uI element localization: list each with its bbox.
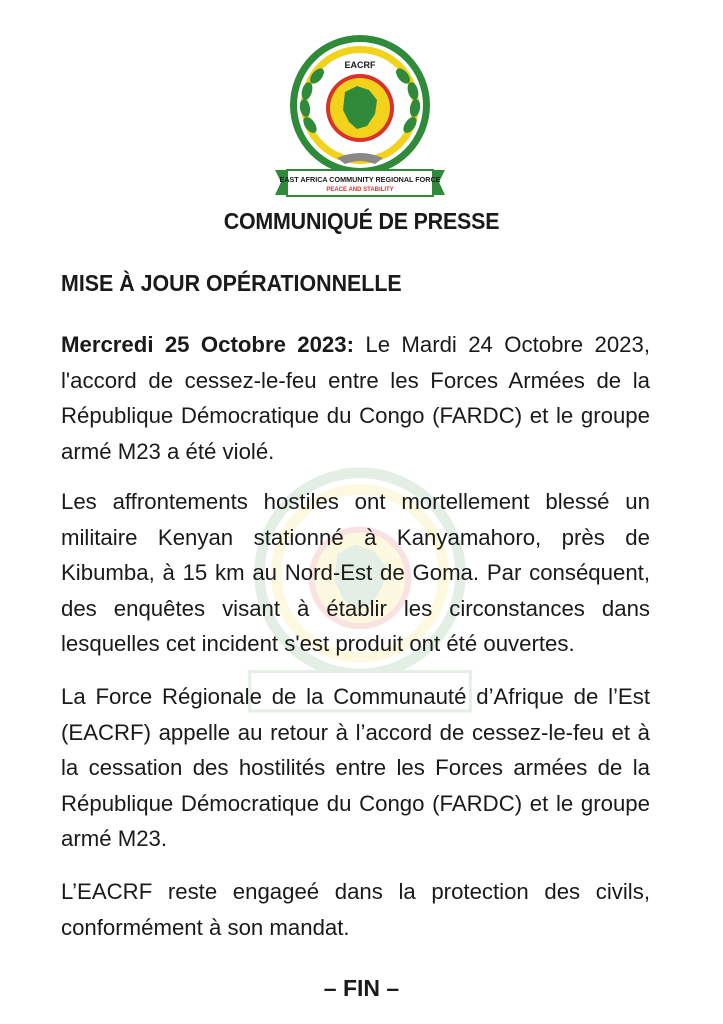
- eacrf-emblem-icon: [265, 30, 455, 202]
- svg-text:PEACE AND STABILITY: PEACE AND STABILITY: [326, 187, 394, 193]
- paragraph-1: [61, 327, 650, 469]
- eacrf-logo: [265, 30, 455, 202]
- paragraph-1-date: Mercredi 25 Octobre 2023:: [61, 332, 355, 357]
- svg-text:EAST AFRICA COMMUNITY REGIONAL: EAST AFRICA COMMUNITY REGIONAL FORCE: [279, 175, 441, 184]
- paragraph-2: Les affrontements hostiles ont mortellement blessé un militaire Kenyan stationné à Kanyamahoro, près de Kibumba, à 15 km au Nord-Est de Goma. Par conséquent, des enquêtes visant à établir les circonstances dans lesquelles cet incident s'est produit ont été ouvertes.: [61, 489, 650, 656]
- document-title: COMMUNIQUÉ DE PRESSE: [223, 208, 500, 234]
- paragraph-4: L’EACRF reste engageé dans la protection des civils, conformément à son mandat.: [61, 879, 650, 940]
- paragraph-1-body: Le Mardi 24 Octobre 2023, l'accord de cessez-le-feu entre les Forces Armées de la République Démocratique du Congo (FARDC) et le groupe armé M23 a été violé.: [61, 332, 651, 464]
- paragraph-3: La Force Régionale de la Communauté d’Afrique de l’Est (EACRF) appelle au retour à l’accord de cessez-le-feu et à la cessation des hostilités entre les Forces armées de la République Démocratique du Congo (FARDC) et le groupe armé M23.: [61, 684, 650, 851]
- document-subtitle: MISE À JOUR OPÉRATIONNELLE: [61, 270, 402, 296]
- svg-text:EACRF: EACRF: [344, 60, 376, 70]
- document-end-marker: – FIN –: [323, 975, 400, 1001]
